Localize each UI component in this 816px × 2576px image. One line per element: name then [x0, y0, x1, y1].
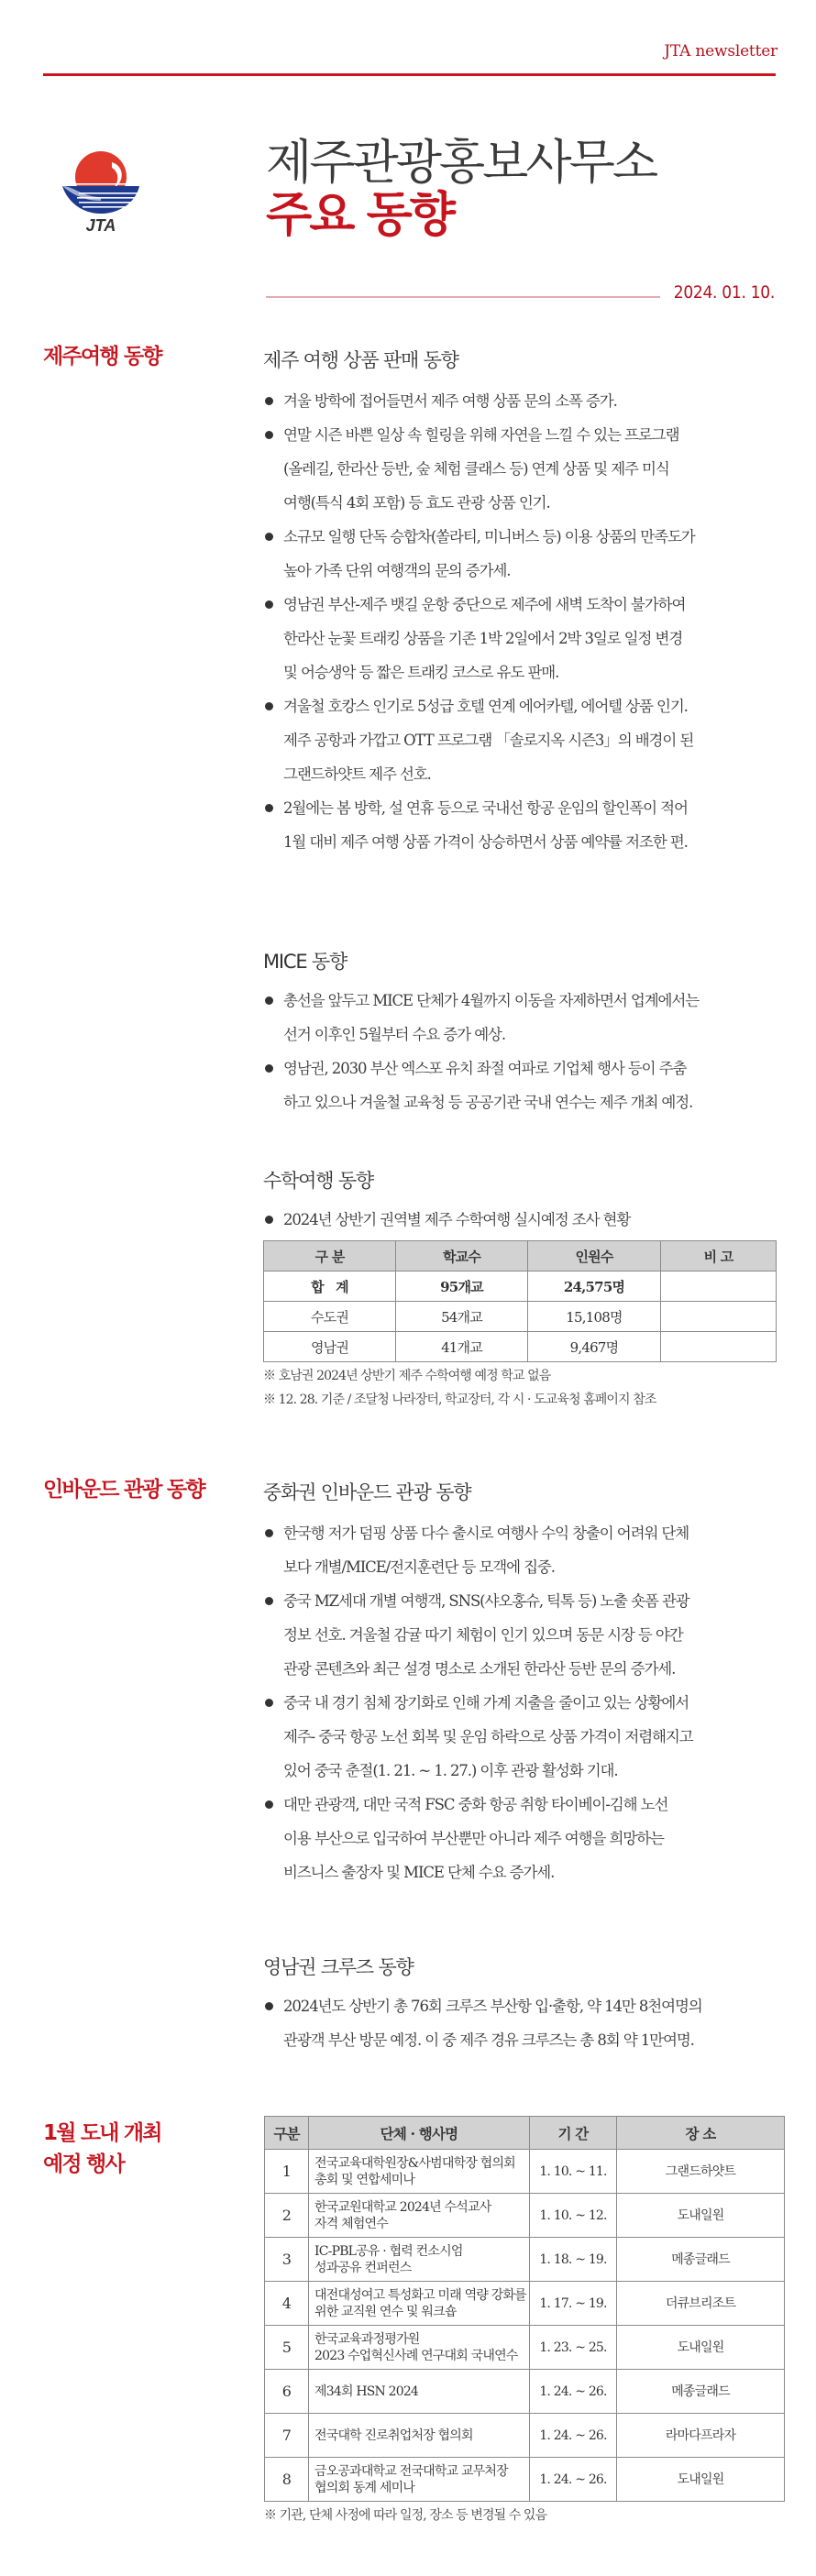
footnote: ※ 호남권 2024년 상반기 제주 수학여행 예정 학교 없음 [263, 1369, 551, 1383]
bullet-icon [265, 1597, 273, 1605]
bullet-icon [265, 702, 273, 710]
section-china-inbound [263, 1480, 777, 1889]
section-label-events: 1월 도내 개최 예정 행사 [43, 2121, 161, 2176]
list-item: 한국행 저가 덤핑 상품 다수 출시로 여행사 수익 창출이 어려워 단체 보다 개별/MICE/전지훈련단 등 모객에 집중. [263, 1516, 777, 1584]
list-item: 겨울 방학에 접어들면서 제주 여행 상품 문의 소폭 증가. [263, 384, 777, 418]
table-header-row [265, 2117, 785, 2150]
list-item: 연말 시즌 바쁜 일상 속 힐링을 위해 자연을 느낄 수 있는 프로그램 (올레길, 한라산 등반, 숲 체험 클래스 등) 연계 상품 및 제주 미식 여행(특식 4회 포함) 등 효도 관광 상품 인기. [263, 418, 777, 520]
table-row: 8 금오공과대학교 전국대학교 교무처장 협의회 동계 세미나 1. 24. ~ 26. 도내일원 [265, 2458, 785, 2502]
mice-list [263, 984, 777, 1119]
subheading-product-sales: 제주 여행 상품 판매 동향 [263, 349, 458, 371]
bullet-icon [265, 1699, 273, 1707]
section-label-inbound: 인바운드 관광 동향 [43, 1478, 204, 1502]
list-item: 2월에는 봄 방학, 설 연휴 등으로 국내선 항공 운임의 할인폭이 적어 1월 대비 제주 여행 상품 가격이 상승하면서 상품 예약률 저조한 편. [263, 791, 777, 859]
subheading-school-trip: 수학여행 동향 [263, 1170, 373, 1192]
list-item: 겨울철 호캉스 인기로 5성급 호텔 연계 에어카텔, 에어텔 상품 인기. 제주 공항과 가깝고 OTT 프로그램 「솔로지옥 시즌3」의 배경이 된 그랜드하얏트 제주 선호. [263, 689, 777, 791]
section-mice [263, 949, 777, 1119]
date-divider [266, 296, 660, 298]
bullet-icon [265, 533, 273, 541]
footnote: ※ 12. 28. 기준 / 조달청 나라장터, 학교장터, 각 시 · 도교육청 홈페이지 참조 [263, 1393, 656, 1407]
bullet-icon [265, 1064, 273, 1073]
bullet-icon [265, 600, 273, 609]
page-title-office: 제주관광홍보사무소 [266, 136, 656, 191]
section-events [264, 2116, 796, 2527]
table-row: 4 대전대성여고 특성화고 미래 역량 강화를 위한 교직원 연수 및 워크숍 1. 17. ~ 19. 더큐브리조트 [265, 2282, 785, 2326]
section-label-jeju-travel: 제주여행 동향 [43, 345, 161, 369]
column-header: 기 간 [530, 2117, 617, 2150]
school-trip-table [263, 1240, 777, 1362]
jta-logo-icon [59, 142, 143, 234]
table-row: 1 전국교육대학원장&사범대학장 협의회 총회 및 연합세미나 1. 10. ~ 11. 그랜드하얏트 [265, 2150, 785, 2194]
table-row: 수도권 54개교 15,108명 [264, 1302, 777, 1332]
table-row: 7 전국대학 진로취업처장 협의회 1. 24. ~ 26. 라마다프라자 [265, 2414, 785, 2458]
bullet-icon [265, 431, 273, 439]
column-header: 학교수 [396, 1241, 528, 1271]
column-header: 단체 · 행사명 [309, 2117, 530, 2150]
cruise-list [263, 1989, 777, 2057]
bullet-icon [265, 804, 273, 812]
column-header: 비 고 [661, 1241, 777, 1271]
subheading-cruise: 영남권 크루즈 동향 [263, 1956, 414, 1978]
page-title-trends: 주요 동향 [266, 188, 454, 243]
column-header: 구분 [265, 2117, 309, 2150]
events-table [264, 2116, 785, 2502]
list-item: 중국 MZ세대 개별 여행객, SNS(샤오홍슈, 틱톡 등) 노출 숏폼 관광 정보 선호. 겨울철 감귤 따기 체험이 인기 있으며 동문 시장 등 야간 관광 콘텐츠와 최근 설경 명소로 소개된 한라산 등반 문의 증가세. [263, 1584, 777, 1686]
bullet-icon [265, 397, 273, 405]
list-item: 소규모 일행 단독 승합차(쏠라티, 미니버스 등) 이용 상품의 만족도가 높아 가족 단위 여행객의 문의 증가세. [263, 520, 777, 588]
list-item: 대만 관광객, 대만 국적 FSC 중화 항공 취항 타이베이-김해 노선 이용 부산으로 입국하여 부산뿐만 아니라 제주 여행을 희망하는 비즈니스 출장자 및 MICE 단체 수요 증가세. [263, 1788, 777, 1889]
table-row: 영남권 41개교 9,467명 [264, 1332, 777, 1362]
product-sales-list [263, 384, 777, 859]
jta-logo [59, 142, 143, 234]
column-header: 인원수 [528, 1241, 661, 1271]
table-row: 5 한국교육과정평가원 2023 수업혁신사례 연구대회 국내연수 1. 23. ~ 25. 도내일원 [265, 2326, 785, 2370]
school-trip-list [263, 1203, 777, 1237]
footnote: ※ 기관, 단체 사정에 따라 일정, 장소 등 변경될 수 있음 [264, 2508, 547, 2523]
column-header: 구 분 [264, 1241, 396, 1271]
section-jeju-travel [263, 347, 777, 859]
bullet-icon [265, 2002, 273, 2010]
list-item: 영남권, 2030 부산 엑스포 유치 좌절 여파로 기업체 행사 등이 주춤 하고 있으나 겨울철 교육청 등 공공기관 국내 연수는 제주 개최 예정. [263, 1051, 777, 1119]
list-item: 2024년도 상반기 총 76회 크루즈 부산항 입·출항, 약 14만 8천여명의 관광객 부산 방문 예정. 이 중 제주 경유 크루즈는 총 8회 약 1만여명. [263, 1989, 777, 2057]
table-row: 3 IC-PBL공유 · 협력 컨소시엄 성과공유 컨퍼런스 1. 18. ~ 19. 메종글래드 [265, 2238, 785, 2282]
bullet-icon [265, 996, 273, 1005]
header-divider [43, 73, 776, 76]
bullet-icon [265, 1216, 273, 1224]
section-school-trip [263, 1168, 777, 1412]
issue-date: 2024. 01. 10. [673, 282, 775, 303]
table-row: 2 한국교원대학교 2024년 수석교사 자격 체험연수 1. 10. ~ 12. 도내일원 [265, 2194, 785, 2238]
bullet-icon [265, 1529, 273, 1537]
subheading-mice: MICE 동향 [263, 951, 347, 973]
column-header: 장 소 [617, 2117, 785, 2150]
china-inbound-list [263, 1516, 777, 1889]
bullet-icon [265, 1800, 273, 1809]
table-row: 합 계 95개교 24,575명 [264, 1271, 777, 1302]
list-item: 영남권 부산-제주 뱃길 운항 중단으로 제주에 새벽 도착이 불가하여 한라산 눈꽃 트래킹 상품을 기존 1박 2일에서 2박 3일로 일정 변경 및 어승생악 등 짧은 트래킹 코스로 유도 판매. [263, 588, 777, 689]
list-item: 2024년 상반기 권역별 제주 수학여행 실시예정 조사 현황 [263, 1203, 777, 1237]
list-item: 총선을 앞두고 MICE 단체가 4월까지 이동을 자제하면서 업계에서는 선거 이후인 5월부터 수요 증가 예상. [263, 984, 777, 1051]
svg-text:JTA: JTA [85, 216, 116, 234]
section-cruise [263, 1954, 777, 2057]
table-row: 6 제34회 HSN 2024 1. 24. ~ 26. 메종글래드 [265, 2370, 785, 2414]
subheading-china-inbound: 중화권 인바운드 관광 동향 [263, 1481, 471, 1503]
list-item: 중국 내 경기 침체 장기화로 인해 가계 지출을 줄이고 있는 상황에서 제주- 중국 항공 노선 회복 및 운임 하락으로 상품 가격이 저렴해지고 있어 중국 춘절(1. 21. ~ 1. 27.) 이후 관광 활성화 기대. [263, 1686, 777, 1788]
newsletter-brand: JTA newsletter [664, 42, 777, 61]
table-header-row [264, 1241, 777, 1271]
